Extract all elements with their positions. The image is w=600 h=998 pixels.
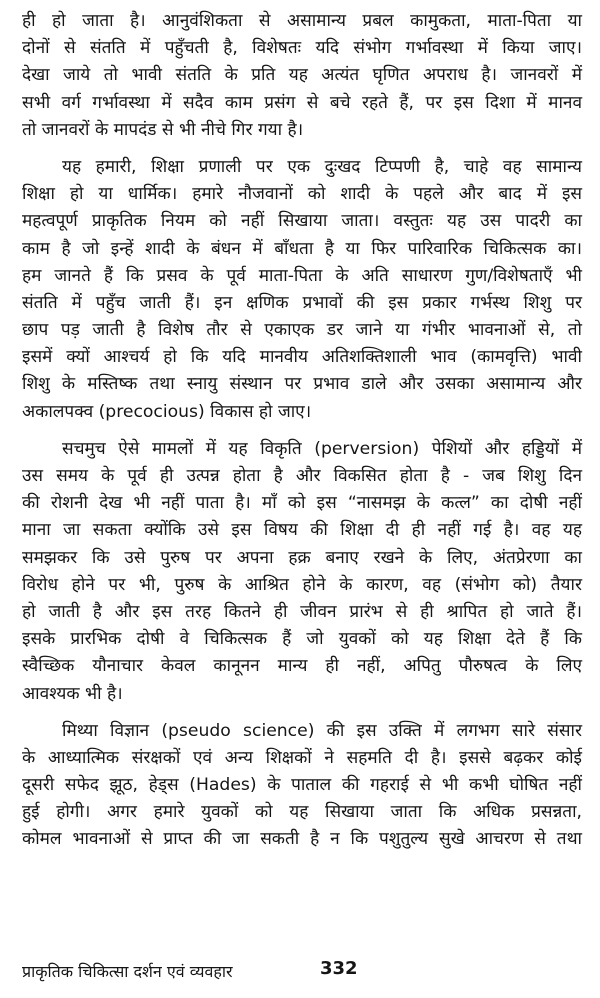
text-line: शिशु के मस्तिष्क तथा स्नायु संस्थान पर प्रभाव डाले और उसका असामान्य और xyxy=(22,374,582,395)
text-line: शिक्षा हो या धार्मिक। हमारे नौजवानों को शादी के पहले और बाद में इस xyxy=(22,184,582,205)
paragraph-4 xyxy=(22,718,582,854)
text-line: समझकर कि उसे पुरुष पर अपना हक्र बनाए रखने के लिए, अंतप्रेरणा का xyxy=(22,547,582,568)
text-line: तो जानवरों के मापदंड से भी नीचे गिर गया है। xyxy=(22,119,304,140)
paragraph-gap xyxy=(22,708,582,718)
text-line: अकालपक्व (precocious) विकास हो जाए। xyxy=(22,401,312,422)
text-line: संतति में पहुँच जाती हैं। इन क्षणिक प्रभावों की इस प्रकार गर्भस्थ शिशु पर xyxy=(22,292,582,313)
text-line: सभी वर्ग गर्भावस्था में सदैव काम प्रसंग से बचे रहते हैं, पर इस दिशा में मानव xyxy=(22,92,582,113)
text-line: हुई होगी। अगर हमारे युवकों को यह सिखाया जाता कि अधिक प्रसन्नता, xyxy=(22,802,582,823)
text-line: देखा जाये तो भावी संतति के प्रति यह अत्यंत घृणित अपराध है। जानवरों में xyxy=(22,65,582,86)
text-line: महत्वपूर्ण प्राकृतिक नियम को नहीं सिखाया जाता। वस्तुतः यह उस पादरी का xyxy=(22,211,582,232)
text-line: माना जा सकता क्योंकि उसे इस विषय की शिक्षा दी ही नहीं गई है। वह यह xyxy=(22,520,582,541)
text-line: इसके प्रारभिक दोषी वे चिकित्सक हैं जो युवकों को यह शिक्षा देते हैं कि xyxy=(22,629,582,650)
text-line: हो जाती है और इस तरह कितने ही जीवन प्रारंभ से ही श्रापित हो जाते हैं। xyxy=(22,601,582,622)
text-line: आवश्यक भी है। xyxy=(22,683,123,704)
book-title: प्राकृतिक चिकित्सा दर्शन एवं व्यवहार xyxy=(22,962,233,981)
text-line: इसमें क्यों आश्चर्य हो कि यदि मानवीय अतिशक्तिशाली भाव (कामवृत्ति) भावी xyxy=(22,347,582,368)
page-footer xyxy=(22,956,582,986)
text-line: काम है जो इन्हें शादी के बंधन में बाँधता है या फिर पारिवारिक चिकित्सक का। xyxy=(22,238,582,259)
text-line: हम जानते हैं कि प्रसव के पूर्व माता-पिता के अति साधारण गुण/विशेषताएँ भी xyxy=(22,265,582,286)
text-line: छाप पड़ जाती है विशेष तौर से एकाएक डर जाने या गंभीर भावनाओं से, तो xyxy=(22,320,582,341)
text-line: दूसरी सफेद झूठ, हेड्स (Hades) के पाताल की गहराई से भी कभी घोषित नहीं xyxy=(22,775,582,796)
text-line: ही हो जाता है। आनुवंशिकता से असामान्य प्रबल कामुकता, माता-पिता या xyxy=(22,11,582,31)
text-line: स्वैच्छिक यौनाचार केवल कानूनन मान्य ही नहीं, अपितु पौरुषत्व के लिए xyxy=(22,656,582,677)
text-line: के आध्यात्मिक संरक्षकों एवं अन्य शिक्षकों ने सहमति दी है। इससे बढ़कर कोई xyxy=(22,747,582,768)
paragraph-1 xyxy=(22,8,582,144)
text-line: विरोध होने पर भी, पुरुष के आश्रित होने के कारण, वह (संभोग को) तैयार xyxy=(22,574,582,595)
page-number: 332 xyxy=(320,958,358,979)
paragraph-gap xyxy=(22,144,582,154)
text-line: सचमुच ऐसे मामलों में यह विकृति (perversion) पेशियों और हड्डियों में xyxy=(62,438,582,459)
page-body xyxy=(22,8,582,854)
paragraph-2 xyxy=(22,154,582,426)
text-line: मिथ्या विज्ञान (pseudo science) की इस उक्ति में लगभग सारे संसार xyxy=(62,720,582,741)
text-line: दोनों से संतति में पहुँचती है, विशेषतः यदि संभोग गर्भावस्था में किया जाए। xyxy=(22,38,582,59)
text-line: उस समय के पूर्व ही उत्पन्न होता है और विकसित होता है - जब शिशु दिन xyxy=(22,466,582,486)
text-line: कोमल भावनाओं से प्राप्त की जा सकती है न कि पशुतुल्य सुखे आचरण से तथा xyxy=(22,829,582,850)
paragraph-gap xyxy=(22,426,582,436)
text-line: यह हमारी, शिक्षा प्रणाली पर एक दुःखद टिप्पणी है, चाहे वह सामान्य xyxy=(62,156,582,177)
text-line: की रोशनी देख भी नहीं पाता है। माँ को इस “नासमझ के कत्ल” का दोषी नहीं xyxy=(22,493,582,514)
paragraph-3 xyxy=(22,436,582,708)
